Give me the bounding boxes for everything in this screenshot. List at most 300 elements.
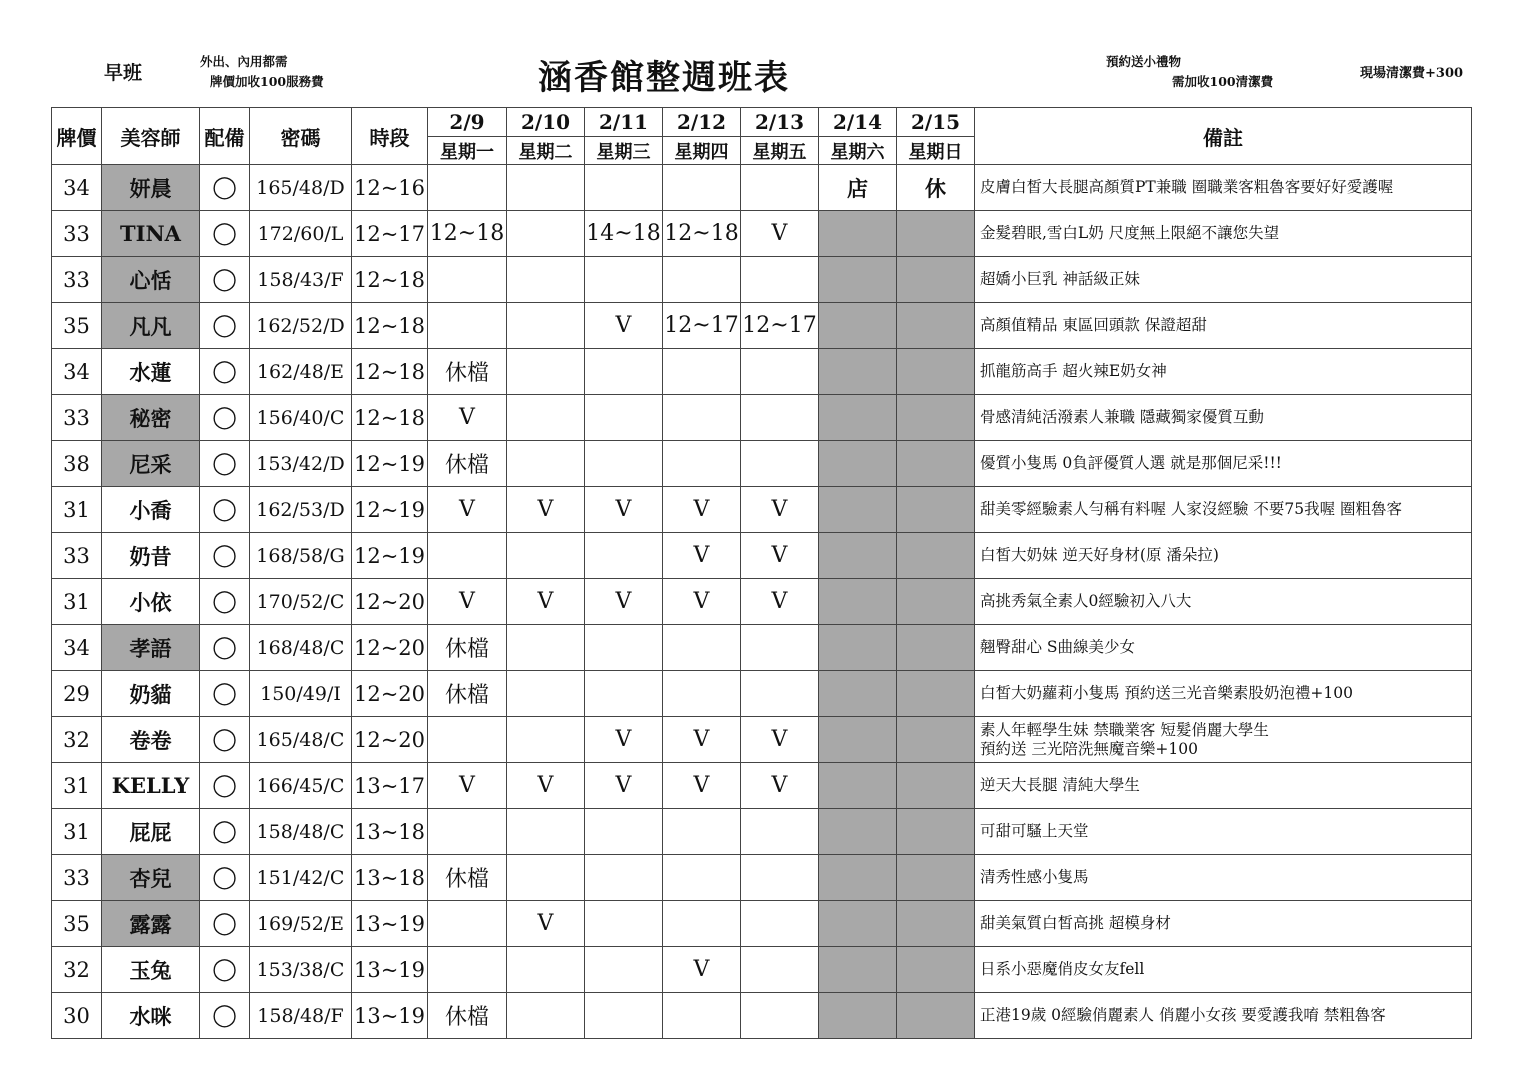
- day-cell: V: [428, 763, 507, 809]
- day-cell: [897, 625, 975, 671]
- day-cell: [741, 165, 819, 211]
- remark-cell: [975, 579, 1472, 625]
- day-cell: V: [663, 579, 741, 625]
- day-cell: [585, 625, 663, 671]
- remark-cell: [975, 487, 1472, 533]
- table-row: [52, 993, 1472, 1039]
- date-header: 2/13: [741, 108, 819, 137]
- remark-cell: [975, 717, 1472, 763]
- weekday-header: 星期一: [428, 137, 507, 165]
- day-cell: [663, 671, 741, 717]
- day-cell: 14~18: [585, 211, 663, 257]
- price-cell: 33: [52, 395, 102, 441]
- remark-cell: [975, 855, 1472, 901]
- code-cell: 172/60/L: [250, 211, 352, 257]
- equipment-mark: ◯: [200, 809, 250, 855]
- remark-cell: [975, 395, 1472, 441]
- price-cell: 29: [52, 671, 102, 717]
- remark-text: 甜美零經驗素人勻稱有料喔 人家沒經驗 不要75我喔 圈粗魯客: [980, 500, 1403, 518]
- day-cell: [663, 349, 741, 395]
- day-cell: [897, 947, 975, 993]
- day-cell: [741, 671, 819, 717]
- therapist-name: 秘密: [102, 395, 200, 441]
- day-cell: [585, 671, 663, 717]
- day-cell: 休檔: [428, 625, 507, 671]
- day-cell: [585, 395, 663, 441]
- code-cell: 162/48/E: [250, 349, 352, 395]
- day-cell: V: [507, 901, 585, 947]
- day-cell: [507, 671, 585, 717]
- remark-text: 白皙大奶蘿莉小隻馬 預約送三光音樂素股奶泡禮+100: [980, 684, 1354, 702]
- code-cell: 153/42/D: [250, 441, 352, 487]
- day-cell: [897, 487, 975, 533]
- day-cell: [741, 947, 819, 993]
- equipment-header: 配備: [200, 108, 250, 165]
- day-cell: [897, 901, 975, 947]
- code-cell: 168/58/G: [250, 533, 352, 579]
- equipment-mark: ◯: [200, 763, 250, 809]
- day-cell: 休檔: [428, 441, 507, 487]
- therapist-name: 卷卷: [102, 717, 200, 763]
- day-cell: [897, 993, 975, 1039]
- day-cell: V: [507, 763, 585, 809]
- code-cell: 153/38/C: [250, 947, 352, 993]
- onsite-cleaning-fee-note: 現場清潔費+300: [1360, 66, 1464, 81]
- day-cell: [897, 395, 975, 441]
- equipment-mark: ◯: [200, 211, 250, 257]
- code-cell: 165/48/D: [250, 165, 352, 211]
- day-cell: [428, 901, 507, 947]
- weekday-header: 星期三: [585, 137, 663, 165]
- day-cell: [897, 303, 975, 349]
- day-cell: [819, 947, 897, 993]
- date-header: 2/12: [663, 108, 741, 137]
- remark-cell: [975, 257, 1472, 303]
- table-row: [52, 901, 1472, 947]
- price-cell: 32: [52, 947, 102, 993]
- day-cell: [507, 855, 585, 901]
- day-cell: [663, 901, 741, 947]
- therapist-header: 美容師: [102, 108, 200, 165]
- hours-cell: 12~18: [352, 395, 428, 441]
- day-cell: [819, 487, 897, 533]
- day-cell: [819, 441, 897, 487]
- weekday-header: 星期五: [741, 137, 819, 165]
- day-cell: [819, 211, 897, 257]
- day-cell: [741, 257, 819, 303]
- day-cell: [819, 901, 897, 947]
- day-cell: [663, 809, 741, 855]
- date-header: 2/9: [428, 108, 507, 137]
- remark-cell: [975, 993, 1472, 1039]
- day-cell: 12~17: [741, 303, 819, 349]
- day-cell: V: [663, 763, 741, 809]
- hours-cell: 13~18: [352, 809, 428, 855]
- price-cell: 31: [52, 763, 102, 809]
- remark-cell: [975, 671, 1472, 717]
- day-cell: 休: [897, 165, 975, 211]
- table-row: [52, 441, 1472, 487]
- hours-cell: 12~18: [352, 257, 428, 303]
- remark-cell: [975, 763, 1472, 809]
- price-cell: 33: [52, 211, 102, 257]
- remark-cell: [975, 901, 1472, 947]
- day-cell: [741, 349, 819, 395]
- day-cell: [819, 257, 897, 303]
- therapist-name: 奶貓: [102, 671, 200, 717]
- weekday-header: 星期六: [819, 137, 897, 165]
- remarks-header: 備註: [975, 108, 1472, 165]
- day-cell: [507, 349, 585, 395]
- day-cell: V: [585, 763, 663, 809]
- remark-cell: [975, 947, 1472, 993]
- day-cell: [663, 165, 741, 211]
- hours-cell: 12~19: [352, 441, 428, 487]
- therapist-name: 玉兔: [102, 947, 200, 993]
- code-cell: 156/40/C: [250, 395, 352, 441]
- therapist-name: 凡凡: [102, 303, 200, 349]
- therapist-name: KELLY: [102, 763, 200, 809]
- day-cell: [897, 441, 975, 487]
- day-cell: V: [741, 579, 819, 625]
- price-cell: 35: [52, 901, 102, 947]
- remark-text: 高顏值精品 東區回頭款 保證超甜: [980, 316, 1207, 334]
- equipment-mark: ◯: [200, 717, 250, 763]
- code-header: 密碼: [250, 108, 352, 165]
- price-cell: 31: [52, 487, 102, 533]
- table-row: [52, 625, 1472, 671]
- day-cell: V: [585, 487, 663, 533]
- day-cell: [819, 349, 897, 395]
- day-cell: [897, 211, 975, 257]
- day-cell: [663, 441, 741, 487]
- table-row: [52, 855, 1472, 901]
- code-cell: 151/42/C: [250, 855, 352, 901]
- code-cell: 168/48/C: [250, 625, 352, 671]
- day-cell: V: [663, 533, 741, 579]
- therapist-name: 尼采: [102, 441, 200, 487]
- day-cell: [663, 395, 741, 441]
- day-cell: [819, 763, 897, 809]
- weekday-header: 星期二: [507, 137, 585, 165]
- weekday-header: 星期日: [897, 137, 975, 165]
- code-cell: 158/48/F: [250, 993, 352, 1039]
- equipment-mark: ◯: [200, 855, 250, 901]
- code-cell: 170/52/C: [250, 579, 352, 625]
- code-cell: 162/53/D: [250, 487, 352, 533]
- code-cell: 150/49/I: [250, 671, 352, 717]
- table-row: [52, 809, 1472, 855]
- hours-cell: 13~19: [352, 901, 428, 947]
- price-cell: 34: [52, 349, 102, 395]
- day-cell: [741, 441, 819, 487]
- therapist-name: 水咪: [102, 993, 200, 1039]
- therapist-name: 心恬: [102, 257, 200, 303]
- day-cell: [741, 855, 819, 901]
- day-cell: [741, 809, 819, 855]
- code-cell: 158/48/C: [250, 809, 352, 855]
- hours-cell: 12~20: [352, 671, 428, 717]
- day-cell: [819, 303, 897, 349]
- day-cell: V: [741, 717, 819, 763]
- equipment-mark: ◯: [200, 487, 250, 533]
- cleaning-fee-note: 需加收100清潔費: [1172, 74, 1274, 89]
- day-cell: V: [585, 303, 663, 349]
- day-cell: [585, 533, 663, 579]
- gift-note: 預約送小禮物: [1106, 54, 1182, 69]
- day-cell: [428, 947, 507, 993]
- equipment-mark: ◯: [200, 395, 250, 441]
- therapist-name: TINA: [102, 211, 200, 257]
- service-fee-note: 外出、內用都需: [200, 54, 288, 69]
- day-cell: V: [585, 717, 663, 763]
- day-cell: V: [507, 487, 585, 533]
- remark-cell: [975, 165, 1472, 211]
- remark-cell: [975, 349, 1472, 395]
- table-row: [52, 579, 1472, 625]
- code-cell: 158/43/F: [250, 257, 352, 303]
- day-cell: [819, 625, 897, 671]
- equipment-mark: ◯: [200, 533, 250, 579]
- hours-cell: 12~18: [352, 349, 428, 395]
- price-cell: 33: [52, 533, 102, 579]
- day-cell: [741, 901, 819, 947]
- day-cell: [585, 993, 663, 1039]
- remark-text: 翹臀甜心 S曲線美少女: [980, 638, 1136, 656]
- equipment-mark: ◯: [200, 901, 250, 947]
- hours-cell: 13~18: [352, 855, 428, 901]
- day-cell: 12~18: [428, 211, 507, 257]
- day-cell: [507, 809, 585, 855]
- day-cell: [897, 855, 975, 901]
- equipment-mark: ◯: [200, 303, 250, 349]
- therapist-name: 水蓮: [102, 349, 200, 395]
- table-row: [52, 947, 1472, 993]
- hours-cell: 12~16: [352, 165, 428, 211]
- code-cell: 169/52/E: [250, 901, 352, 947]
- weekday-header: 星期四: [663, 137, 741, 165]
- day-cell: [507, 993, 585, 1039]
- table-row: [52, 671, 1472, 717]
- day-cell: 休檔: [428, 855, 507, 901]
- day-cell: [507, 303, 585, 349]
- day-cell: [897, 533, 975, 579]
- day-cell: [819, 809, 897, 855]
- day-cell: [585, 165, 663, 211]
- table-row: [52, 487, 1472, 533]
- price-header: 牌價: [52, 108, 102, 165]
- remark-text-line2: 預約送 三光陪洗無魔音樂+100: [980, 739, 1198, 758]
- day-cell: 店: [819, 165, 897, 211]
- remark-text: 骨感清純活潑素人兼職 隱藏獨家優質互動: [980, 408, 1264, 426]
- code-cell: 166/45/C: [250, 763, 352, 809]
- schedule-body: [52, 165, 1472, 1039]
- day-cell: V: [741, 763, 819, 809]
- price-cell: 38: [52, 441, 102, 487]
- day-cell: [819, 395, 897, 441]
- day-cell: [585, 441, 663, 487]
- day-cell: [897, 257, 975, 303]
- day-cell: 休檔: [428, 993, 507, 1039]
- hours-cell: 12~19: [352, 533, 428, 579]
- day-cell: [897, 579, 975, 625]
- day-cell: V: [741, 533, 819, 579]
- day-cell: [428, 257, 507, 303]
- remark-text: 清秀性感小隻馬: [980, 868, 1089, 886]
- remark-cell: [975, 625, 1472, 671]
- day-cell: [507, 211, 585, 257]
- hours-cell: 12~20: [352, 625, 428, 671]
- remark-text: 優質小隻馬 0負評優質人選 就是那個尼采!!!: [980, 454, 1282, 472]
- day-cell: [507, 947, 585, 993]
- day-cell: [428, 809, 507, 855]
- price-cell: 31: [52, 809, 102, 855]
- price-cell: 34: [52, 625, 102, 671]
- equipment-mark: ◯: [200, 671, 250, 717]
- remark-text: 可甜可騷上天堂: [980, 822, 1089, 840]
- table-row: [52, 303, 1472, 349]
- day-cell: [507, 533, 585, 579]
- therapist-name: 杏兒: [102, 855, 200, 901]
- table-row: [52, 349, 1472, 395]
- weekly-schedule-table: [51, 107, 1472, 1039]
- day-cell: [507, 441, 585, 487]
- day-cell: V: [507, 579, 585, 625]
- day-cell: [585, 809, 663, 855]
- equipment-mark: ◯: [200, 257, 250, 303]
- day-cell: [428, 165, 507, 211]
- day-cell: [507, 257, 585, 303]
- day-cell: [585, 349, 663, 395]
- price-cell: 33: [52, 855, 102, 901]
- table-row: [52, 763, 1472, 809]
- equipment-mark: ◯: [200, 625, 250, 671]
- day-cell: 休檔: [428, 671, 507, 717]
- table-row: [52, 165, 1472, 211]
- day-cell: [663, 993, 741, 1039]
- hours-cell: 12~18: [352, 303, 428, 349]
- therapist-name: 屁屁: [102, 809, 200, 855]
- day-cell: [819, 993, 897, 1039]
- day-cell: [585, 947, 663, 993]
- date-header: 2/15: [897, 108, 975, 137]
- day-cell: V: [663, 947, 741, 993]
- price-cell: 33: [52, 257, 102, 303]
- table-row: [52, 211, 1472, 257]
- hours-cell: 12~19: [352, 487, 428, 533]
- date-header: 2/14: [819, 108, 897, 137]
- equipment-mark: ◯: [200, 579, 250, 625]
- remark-text: 逆天大長腿 清純大學生: [980, 776, 1140, 794]
- table-row: [52, 395, 1472, 441]
- table-row: [52, 717, 1472, 763]
- day-cell: [585, 901, 663, 947]
- therapist-name: 奶昔: [102, 533, 200, 579]
- therapist-name: 小依: [102, 579, 200, 625]
- day-cell: [897, 809, 975, 855]
- hours-cell: 13~17: [352, 763, 428, 809]
- day-cell: [741, 395, 819, 441]
- day-cell: [897, 349, 975, 395]
- day-cell: [428, 533, 507, 579]
- equipment-mark: ◯: [200, 947, 250, 993]
- day-cell: [819, 671, 897, 717]
- service-fee-note-detail: 牌價加收100服務費: [210, 74, 324, 89]
- therapist-name: 露露: [102, 901, 200, 947]
- equipment-mark: ◯: [200, 165, 250, 211]
- day-cell: [428, 717, 507, 763]
- day-cell: [819, 717, 897, 763]
- day-cell: [897, 671, 975, 717]
- code-cell: 162/52/D: [250, 303, 352, 349]
- day-cell: [663, 855, 741, 901]
- day-cell: [741, 625, 819, 671]
- page-title: 涵香館整週班表: [538, 58, 790, 98]
- remark-cell: [975, 809, 1472, 855]
- day-cell: V: [663, 487, 741, 533]
- day-cell: [819, 579, 897, 625]
- table-row: [52, 257, 1472, 303]
- remark-cell: [975, 303, 1472, 349]
- day-cell: V: [428, 579, 507, 625]
- price-cell: 34: [52, 165, 102, 211]
- remark-text: 白皙大奶妹 逆天好身材(原 潘朵拉): [980, 546, 1219, 564]
- code-cell: 165/48/C: [250, 717, 352, 763]
- price-cell: 35: [52, 303, 102, 349]
- day-cell: [897, 763, 975, 809]
- hours-cell: 12~20: [352, 717, 428, 763]
- shift-label: 早班: [104, 62, 143, 84]
- day-cell: V: [585, 579, 663, 625]
- remark-text: 素人年輕學生妹 禁職業客 短髮俏麗大學生: [980, 720, 1269, 739]
- hours-header: 時段: [352, 108, 428, 165]
- day-cell: [585, 257, 663, 303]
- therapist-name: 孝語: [102, 625, 200, 671]
- remark-text: 正港19歲 0經驗俏麗素人 俏麗小女孩 要愛護我唷 禁粗魯客: [980, 1006, 1386, 1024]
- remark-text: 金髮碧眼,雪白L奶 尺度無上限絕不讓您失望: [980, 224, 1280, 242]
- equipment-mark: ◯: [200, 349, 250, 395]
- remark-text: 日系小惡魔俏皮女友fell: [980, 960, 1145, 978]
- day-cell: 休檔: [428, 349, 507, 395]
- day-cell: [663, 625, 741, 671]
- price-cell: 31: [52, 579, 102, 625]
- day-cell: V: [428, 487, 507, 533]
- remark-text: 超嬌小巨乳 神話級正妹: [980, 270, 1140, 288]
- day-cell: [897, 717, 975, 763]
- day-cell: [585, 855, 663, 901]
- equipment-mark: ◯: [200, 993, 250, 1039]
- remark-cell: [975, 533, 1472, 579]
- hours-cell: 13~19: [352, 947, 428, 993]
- day-cell: V: [428, 395, 507, 441]
- day-cell: [741, 993, 819, 1039]
- hours-cell: 12~20: [352, 579, 428, 625]
- remark-text: 高挑秀氣全素人0經驗初入八大: [980, 592, 1192, 610]
- day-cell: [663, 257, 741, 303]
- day-cell: 12~18: [663, 211, 741, 257]
- day-cell: [819, 533, 897, 579]
- remark-text: 抓龍筋高手 超火辣E奶女神: [980, 362, 1167, 380]
- day-cell: [819, 855, 897, 901]
- day-cell: [507, 625, 585, 671]
- therapist-name: 妍晨: [102, 165, 200, 211]
- day-cell: [507, 165, 585, 211]
- price-cell: 30: [52, 993, 102, 1039]
- date-header: 2/11: [585, 108, 663, 137]
- price-cell: 32: [52, 717, 102, 763]
- day-cell: V: [741, 211, 819, 257]
- therapist-name: 小喬: [102, 487, 200, 533]
